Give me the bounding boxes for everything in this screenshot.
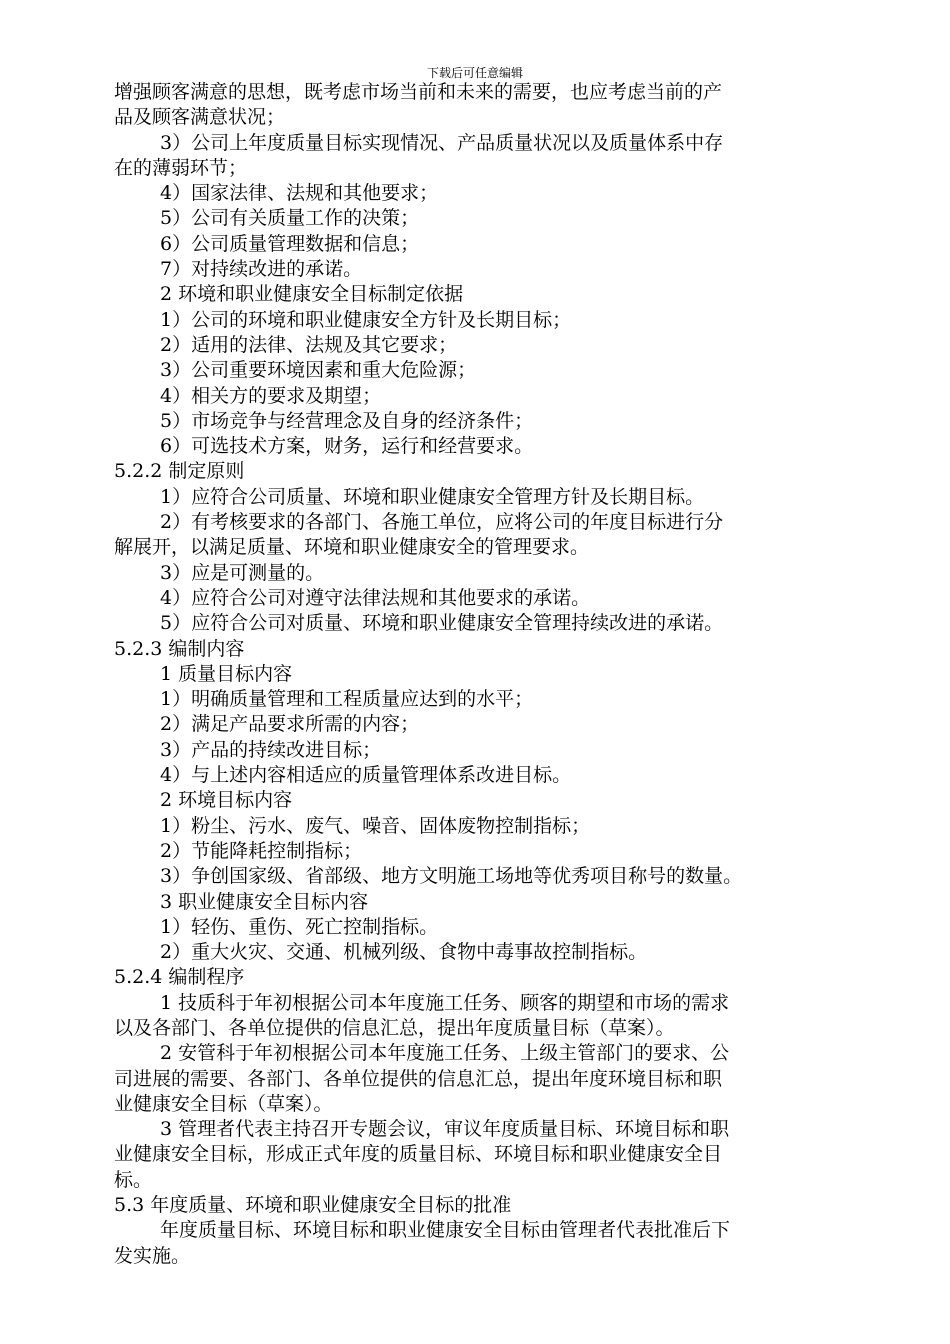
paragraph-line: 2）节能降耗控制指标； xyxy=(160,839,363,862)
paragraph-line: 5.2.2 制定原则 xyxy=(114,460,245,483)
paragraph-line: 年度质量目标、环境目标和职业健康安全目标由管理者代表批准后下 xyxy=(160,1219,731,1242)
paragraph-line: 司进展的需要、各部门、各单位提供的信息汇总，提出年度环境目标和职 xyxy=(114,1067,723,1090)
paragraph-line: 5）市场竞争与经营理念及自身的经济条件； xyxy=(160,409,534,432)
paragraph-line: 以及各部门、各单位提供的信息汇总，提出年度质量目标（草案）。 xyxy=(114,1016,675,1039)
paragraph-line: 3）产品的持续改进目标； xyxy=(160,738,382,761)
paragraph-line: 3 职业健康安全目标内容 xyxy=(160,890,369,913)
paragraph-line: 品及顾客满意状况； xyxy=(114,106,286,129)
paragraph-line: 4）国家法律、法规和其他要求； xyxy=(160,182,439,205)
paragraph-line: 5.3 年度质量、环境和职业健康安全目标的批准 xyxy=(114,1194,512,1217)
paragraph-line: 1）公司的环境和职业健康安全方针及长期目标； xyxy=(160,308,572,331)
paragraph-line: 2）有考核要求的各部门、各施工单位，应将公司的年度目标进行分 xyxy=(160,511,724,534)
paragraph-line: 3 管理者代表主持召开专题会议，审议年度质量目标、环境目标和职 xyxy=(160,1118,730,1141)
paragraph-line: 1）明确质量管理和工程质量应达到的水平； xyxy=(160,688,534,711)
paragraph-line: 1）轻伤、重伤、死亡控制指标。 xyxy=(160,915,439,938)
paragraph-line: 6）可选技术方案，财务，运行和经营要求。 xyxy=(160,435,534,458)
paragraph-line: 1）应符合公司质量、环境和职业健康安全管理方针及长期目标。 xyxy=(160,485,705,508)
paragraph-line: 4）与上述内容相适应的质量管理体系改进目标。 xyxy=(160,764,572,787)
paragraph-line: 在的薄弱环节； xyxy=(114,156,248,179)
paragraph-line: 2 安管科于年初根据公司本年度施工任务、上级主管部门的要求、公 xyxy=(160,1042,730,1065)
paragraph-line: 2 环境和职业健康安全目标制定依据 xyxy=(160,283,464,306)
paragraph-line: 7）对持续改进的承诺。 xyxy=(160,258,363,281)
page-header: 下载后可任意编辑 xyxy=(426,66,523,80)
paragraph-line: 2 环境目标内容 xyxy=(160,789,293,812)
paragraph-line: 2）适用的法律、法规及其它要求； xyxy=(160,333,458,356)
paragraph-line: 5.2.3 编制内容 xyxy=(114,637,245,660)
paragraph-line: 3）公司重要环境因素和重大危险源； xyxy=(160,359,477,382)
paragraph-line: 2）满足产品要求所需的内容； xyxy=(160,713,420,736)
paragraph-line: 3）争创国家级、省部级、地方文明施工场地等优秀项目称号的数量。 xyxy=(160,865,743,888)
paragraph-line: 4）应符合公司对遵守法律法规和其他要求的承诺。 xyxy=(160,586,591,609)
paragraph-line: 3）公司上年度质量目标实现情况、产品质量状况以及质量体系中存 xyxy=(160,131,724,154)
paragraph-line: 业健康安全目标（草案）。 xyxy=(114,1092,333,1115)
paragraph-line: 5）应符合公司对质量、环境和职业健康安全管理持续改进的承诺。 xyxy=(160,612,724,635)
paragraph-line: 1）粉尘、污水、废气、噪音、固体废物控制指标； xyxy=(160,814,591,837)
paragraph-line: 3）应是可测量的。 xyxy=(160,561,325,584)
paragraph-line: 5.2.4 编制程序 xyxy=(114,966,245,989)
paragraph-line: 1 质量目标内容 xyxy=(160,662,293,685)
paragraph-line: 1 技质科于年初根据公司本年度施工任务、顾客的期望和市场的需求 xyxy=(160,991,730,1014)
document-body xyxy=(114,80,838,1269)
paragraph-line: 解展开，以满足质量、环境和职业健康安全的管理要求。 xyxy=(114,536,590,559)
paragraph-line: 6）公司质量管理数据和信息； xyxy=(160,232,420,255)
paragraph-line: 5）公司有关质量工作的决策； xyxy=(160,207,420,230)
paragraph-line: 4）相关方的要求及期望； xyxy=(160,384,382,407)
paragraph-line: 2）重大火灾、交通、机械列级、食物中毒事故控制指标。 xyxy=(160,941,648,964)
paragraph-line: 增强顾客满意的思想，既考虑市场当前和未来的需要，也应考虑当前的产 xyxy=(114,81,723,103)
paragraph-line: 标。 xyxy=(114,1168,153,1191)
paragraph-line: 发实施。 xyxy=(114,1244,191,1267)
paragraph-line: 业健康安全目标，形成正式年度的质量目标、环境目标和职业健康安全目 xyxy=(114,1143,723,1166)
